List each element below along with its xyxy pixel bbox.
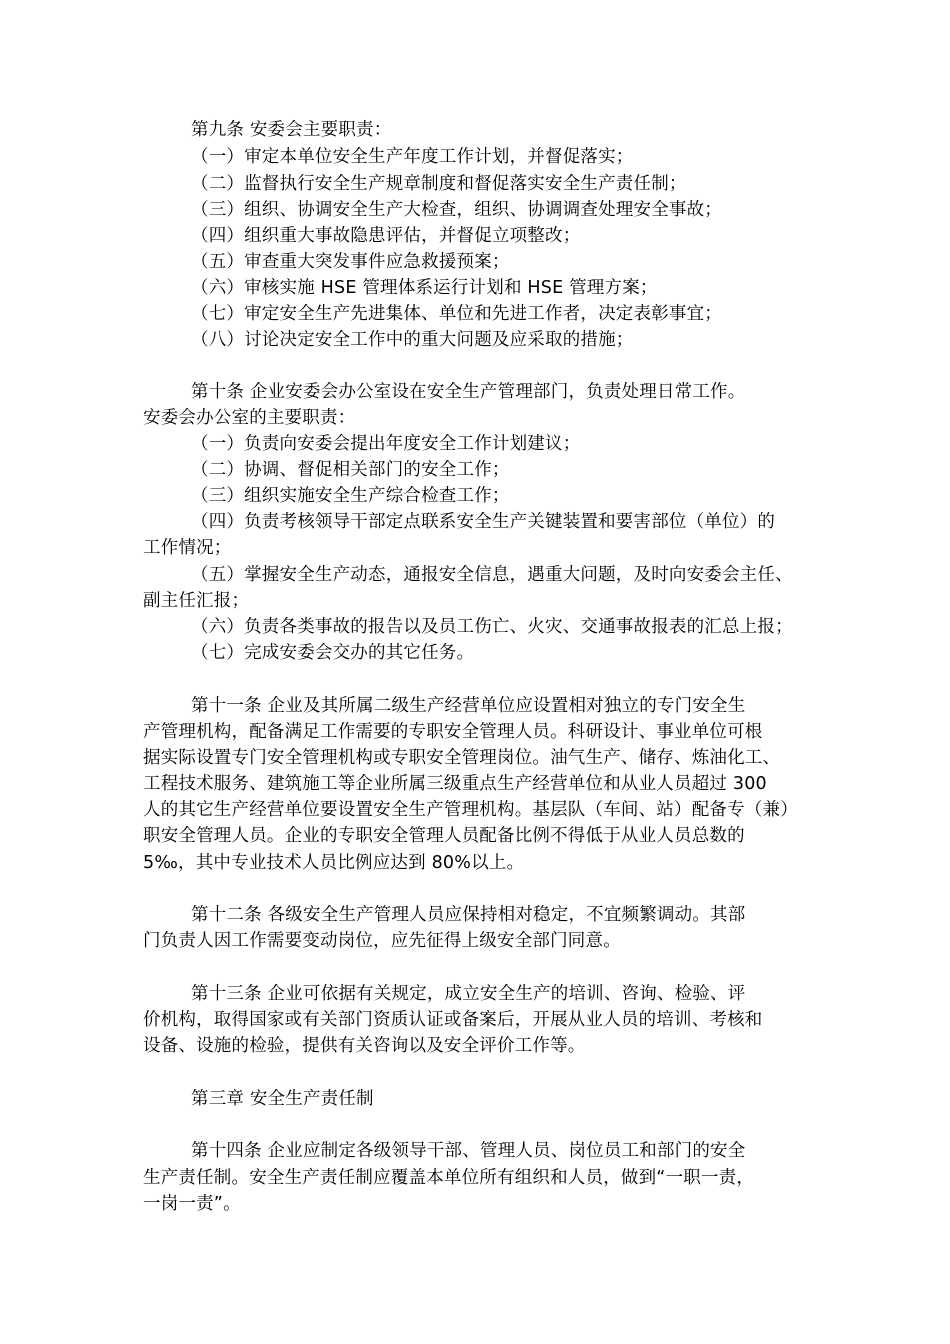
- article-11-line: 据实际设置专门安全管理机构或专职安全管理岗位。油气生产、储存、炼油化工、: [143, 748, 781, 768]
- article-10-item-7: （七）完成安委会交办的其它任务。: [191, 643, 475, 663]
- article-10-item-5-cont: 副主任汇报；: [143, 591, 250, 611]
- article-9-item-1: （一）审定本单位安全生产年度工作计划，并督促落实；: [191, 147, 634, 167]
- article-10-item-5: （五）掌握安全生产动态，通报安全信息，遇重大问题，及时向安委会主任、: [191, 565, 793, 585]
- article-10-paragraph-line: 第十条 企业安委会办公室设在安全生产管理部门，负责处理日常工作。: [191, 382, 746, 402]
- article-14-line: 生产责任制。安全生产责任制应覆盖本单位所有组织和人员，做到“一职一责，: [143, 1168, 755, 1188]
- article-9-item-3: （三）组织、协调安全生产大检查，组织、协调调查处理安全事故；: [191, 200, 722, 220]
- article-10-item-4-cont: 工作情况；: [143, 538, 232, 558]
- article-12-line: 门负责人因工作需要变动岗位，应先征得上级安全部门同意。: [143, 931, 621, 951]
- article-11-line: 工程技术服务、建筑施工等企业所属三级重点生产经营单位和从业人员超过 300: [143, 774, 767, 794]
- article-11-line: 5‰，其中专业技术人员比例应达到 80%以上。: [143, 853, 525, 873]
- article-10-paragraph-line: 安委会办公室的主要职责：: [143, 408, 356, 428]
- article-13-line: 第十三条 企业可依据有关规定，成立安全生产的培训、咨询、检验、评: [191, 984, 746, 1004]
- article-9-item-2: （二）监督执行安全生产规章制度和督促落实安全生产责任制；: [191, 174, 687, 194]
- article-10-item-4: （四）负责考核领导干部定点联系安全生产关键装置和要害部位（单位）的: [191, 512, 776, 532]
- article-14-line: 第十四条 企业应制定各级领导干部、管理人员、岗位员工和部门的安全: [191, 1141, 746, 1161]
- article-10-item-6: （六）负责各类事故的报告以及员工伤亡、火灾、交通事故报表的汇总上报；: [191, 617, 793, 637]
- chapter-heading: 第三章 安全生产责任制: [191, 1089, 374, 1109]
- article-9-item-5: （五）审查重大突发事件应急救援预案；: [191, 252, 510, 272]
- article-13-line: 价机构，取得国家或有关部门资质认证或备案后，开展从业人员的培训、考核和: [143, 1010, 763, 1030]
- article-11-line: 职安全管理人员。企业的专职安全管理人员配备比例不得低于从业人员总数的: [143, 826, 745, 846]
- article-9-item-4: （四）组织重大事故隐患评估，并督促立项整改；: [191, 226, 581, 246]
- article-13-line: 设备、设施的检验，提供有关咨询以及安全评价工作等。: [143, 1036, 586, 1056]
- article-10-item-1: （一）负责向安委会提出年度安全工作计划建议；: [191, 434, 581, 454]
- article-14-line: 一岗一责”。: [143, 1194, 241, 1214]
- article-12-line: 第十二条 各级安全生产管理人员应保持相对稳定，不宜频繁调动。其部: [191, 905, 746, 925]
- article-9-heading: 第九条 安委会主要职责：: [191, 120, 392, 140]
- article-10-item-2: （二）协调、督促相关部门的安全工作；: [191, 460, 510, 480]
- article-11-line: 第十一条 企业及其所属二级生产经营单位应设置相对独立的专门安全生: [191, 696, 746, 716]
- article-11-line: 人的其它生产经营单位要设置安全生产管理机构。基层队（车间、站）配备专（兼）: [143, 800, 798, 820]
- article-11-line: 产管理机构，配备满足工作需要的专职安全管理人员。科研设计、事业单位可根: [143, 722, 763, 742]
- article-9-item-6: （六）审核实施 HSE 管理体系运行计划和 HSE 管理方案；: [191, 278, 658, 298]
- article-9-item-7: （七）审定安全生产先进集体、单位和先进工作者，决定表彰事宜；: [191, 304, 722, 324]
- article-9-item-8: （八）讨论决定安全工作中的重大问题及应采取的措施；: [191, 330, 634, 350]
- article-10-item-3: （三）组织实施安全生产综合检查工作；: [191, 486, 510, 506]
